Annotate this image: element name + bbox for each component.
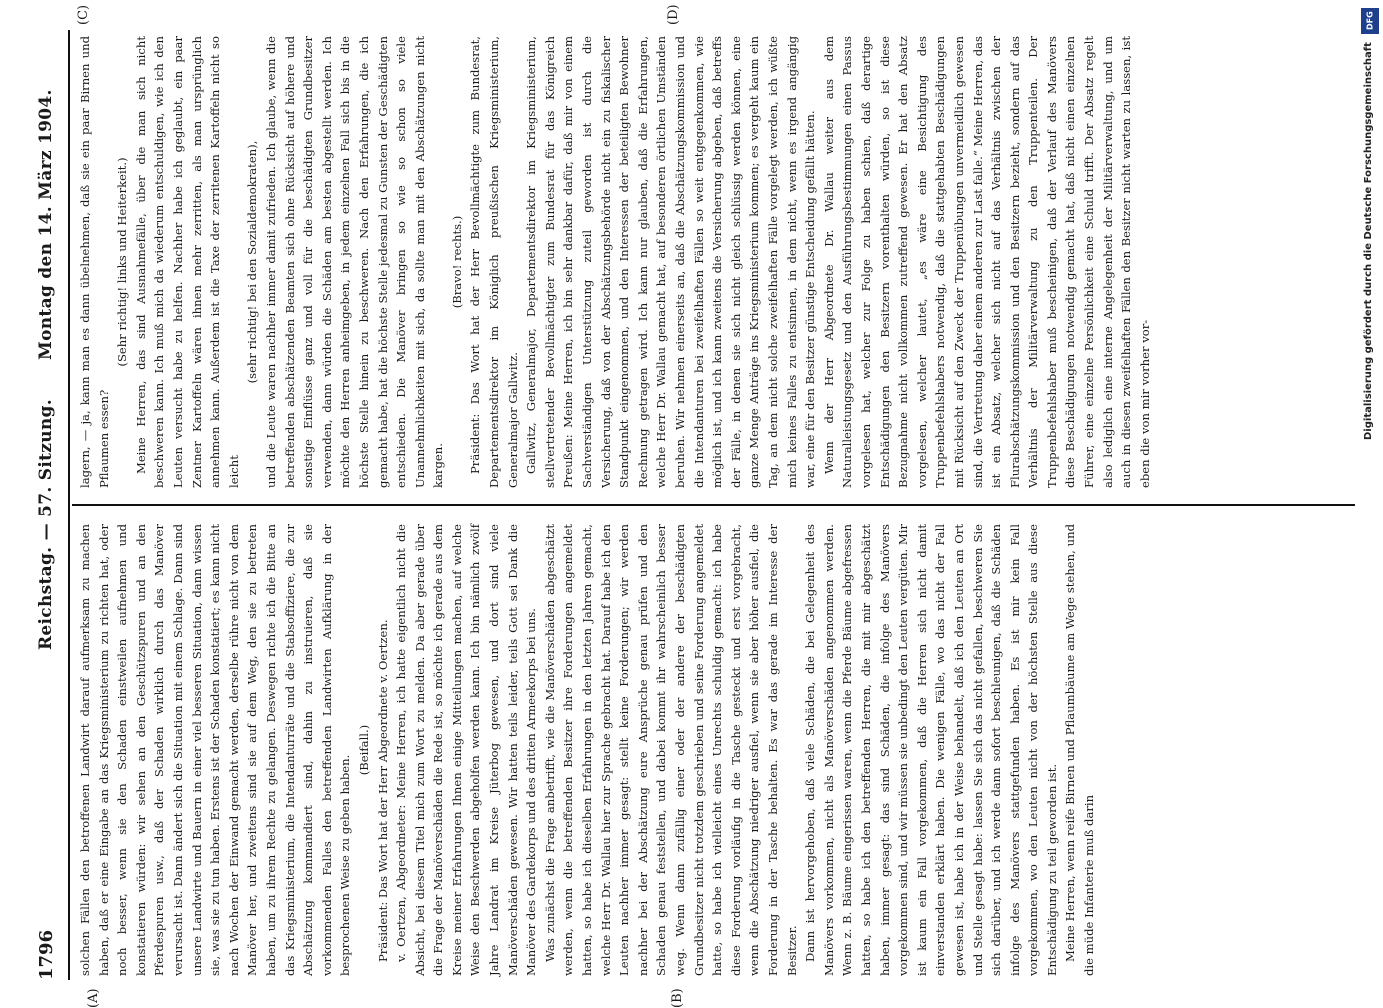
paragraph: solchen Fällen den betroffenen Landwirt darauf aufmerksam zu machen haben, daß er eine Eingabe an das Kriegsministerium zu richten hat, oder noch besser, wenn sie den Schaden einstweilen aufnehmen und konstatieren würden: wir sehen an den Geschützspuren und an den Pferdespuren usw., daß der Schaden wirklich durch das Manöver verursacht ist. Dann ändert sich die Situation mit einem Schlage. Dann sind unsere Landwirte und Bauern in einer viel besseren Situation, dann wissen sie, was sie zu tun haben. Erstens ist der Schaden konstatiert; es kann nicht nach Wochen der Einwand gemacht werden, derselbe rühre nicht von dem Manöver her, und zweitens sind sie auf dem Weg, den sie zu betreten haben, um zu ihrem Rechte zu gelangen. Deswegen richte ich die Bitte an das Kriegsministerium, die Intendanturräte und die Stabsoffiziere, die zur Abschätzung kommandiert sind, dahin zu instruieren, daß sie vorkommenden Falles den betreffenden Landwirten Aufklärung in der besprochenen Weise zu geben haben. bbox=[78, 524, 353, 976]
interjection: (sehr richtig! bei den Sozialdemokraten), bbox=[245, 140, 260, 384]
left-column bbox=[76, 524, 1099, 976]
interjection: (Beifall.) bbox=[356, 724, 371, 776]
paragraph: Dann ist hervorgehoben, daß viele Schäden, die bei Gelegenheit des Manövers vorkommen, nicht als Manöverschäden angenommen werden. Wenn z. B. Bäume eingerissen waren, wenn die Pferde Bäume abgefressen hatten, so habe ich den betreffenden Herren, die mit mir abgeschätzt haben, immer gesagt: das sind Schäden, die infolge des Manövers vorgekommen sind, und wir müssen sie unbedingt den Leuten vergüten. Mir ist kaum ein Fall vorgekommen, daß die Herren sich nicht damit einverstanden erklärt haben. Die wenigen Fälle, wo das nicht der Fall gewesen ist, habe ich in der Weise behandelt, daß ich den Leuten an Ort und Stelle gesagt habe: lassen Sie sich das nicht gefallen, beschweren Sie sich darüber, und ich werde dann sofort beschleunigen, daß die Schäden infolge des Manövers stattgefunden haben. Es ist mir kein Fall vorgekommen, wo den Leuten nicht von der höchsten Stelle aus diese Entschädigung zu teil geworden ist. bbox=[803, 524, 1059, 976]
margin-mark-a: (A) bbox=[86, 988, 101, 1008]
column-rule bbox=[72, 504, 1355, 506]
header-rule bbox=[68, 30, 70, 980]
speaker-paragraph: v. Oertzen, Abgeordneter: Meine Herren, ich hatte eigentlich nicht die Absicht, bei diesem Titel mich zum Wort zu melden. Da aber gerade über die Frage der Manöverschäden die Rede ist, so möchte ich gerade aus dem Kreise meiner Erfahrungen Ihnen einige Mitteilungen machen, auf welche Weise den Beschwerden abgeholfen werden kann. Ich bin nämlich zwölf Jahre Landrat im Kreise Jüterbog gewesen, und dort sind viele Manöverschäden gewesen. Wir hatten teils leider, teils Gott sei Dank die Manöver des Gardekorps und des dritten Armeekorps bei uns. bbox=[394, 524, 539, 976]
speaker-paragraph: Präsident: Das Wort hat der Herr Bevollmächtigte zum Bundesrat, Departementsdirektor im Königlich preußischen Kriegsministerium, Generalmajor Gallwitz. bbox=[468, 36, 520, 488]
margin-mark-b: (B) bbox=[670, 988, 685, 1008]
right-column bbox=[76, 36, 1154, 488]
margin-mark-c: (C) bbox=[76, 4, 91, 25]
session-title: Reichstag. — 57. Sitzung. bbox=[36, 399, 56, 650]
paragraph: Was zunächst die Frage anbetrifft, wie die Manöverschäden abgeschätzt werden, wenn die betreffenden Besitzer ihre Forderungen angemeldet hatten, so habe ich dieselben Erfahrungen in den letzten Jahren gemacht, welche Herr Dr. Wallau hier zur Sprache gebracht hat. Darauf habe ich den Leuten nachher immer gesagt: stellt keine Forderungen; wir werden nachher bei der Abschätzung eure Ansprüche genau prüfen und den Schaden genau feststellen, und dabei kommt ihr wahrscheinlich besser weg. Wenn dann zufällig einer oder der andere der beschädigten Grundbesitzer nicht trotzdem geschrieben und seine Forderung angemeldet hatte, so habe ich vielleicht eines Unrechts schuldig gemacht: ich habe diese Forderung vorläufig in die Tasche gesteckt und erst vorgebracht, wenn die Abschätzung niedriger ausfiel, wenn sie aber höher ausfiel, die Forderung in der Tasche behalten. Es war das gerade im Interesse der Besitzer. bbox=[542, 524, 799, 976]
paragraph: und die Leute waren nachher immer damit zufrieden. Ich glaube, wenn die betreffenden abschätzenden Beamten sich ohne Rücksicht auf höhere und sonstige Einflüsse ganz und voll für die beschädigten Grundbesitzer verwenden, dann würden die Schäden am besten abgestellt werden. Ich möchte den Herren anheimgeben, in jedem einzelnen Fall sich bis in die höchste Stelle hinein zu beschweren. Nach den Erfahrungen, die ich gemacht habe, hat die höchste Stelle jedesmal zu Gunsten der Geschädigten entschieden. Die Manöver bringen so wie so schon so viele Unannehmlichkeiten mit sich, da sollte man mit den Abschätzungen nicht kargen. bbox=[263, 36, 446, 488]
dfg-credit bbox=[1361, 8, 1379, 988]
paragraph: Meine Herren, wenn reife Birnen und Pflaumbäume am Wege stehen, und die müde Infanterie muß darin bbox=[1063, 524, 1097, 976]
session-date: Montag den 14. März 1904. bbox=[36, 89, 56, 360]
margin-mark-d: (D) bbox=[666, 4, 681, 25]
dfg-logo: DFG bbox=[1361, 8, 1379, 34]
paragraph: lagern, — ja, kann man es dann übelnehmen, daß sie ein paar Birnen und Pflaumen essen? bbox=[78, 36, 111, 488]
interjection: (Bravo! rechts.) bbox=[449, 215, 464, 309]
paragraph: Meine Herren, das sind Ausnahmefälle, über die man sich nicht beschweren kann. Ich muß mich da wiederum entschuldigen, wie ich den Leuten versucht habe zu helfen. Nachher habe ich geglaubt, ein paar Zentner Kartoffeln wären ihnen mehr zerritten, als man ursprünglich annehmen kann. Außerdem ist die Taxe der zerritenen Kartoffeln nicht so leicht bbox=[133, 36, 241, 488]
page-number: 1796 bbox=[36, 929, 57, 980]
paragraph: Wenn der Herr Abgeordnete Dr. Wallau weiter aus dem Naturalleistungsgesetz und den Ausführungsbestimmungen einen Passus vorgelesen hat, welcher zur Folge zu haben schien, daß derartige Entschädigungen den Besitzern vorenthalten würden, so ist diese Bezugnahme nicht vollkommen zutreffend gewesen. Er hat den Absatz vorgelesen, welcher lautet, „es wäre eine Besichtigung des Truppenbefehlshabers notwendig, daß die stattgehabten Beschädigungen mit Rücksicht auf den Zweck der Truppenübungen unvermeidlich gewesen sind, die Vertretung daher einem anderen zur Last falle.“ Meine Herren, das ist ein Absatz, welcher sich nicht auf das Verhältnis zwischen der Flurabschätzungskommission und den Besitzern bezieht, sondern auf das Verhältnis der Militärverwaltung zu den Truppenteilen. Der Truppenbefehlshaber muß bescheinigen, daß der Verlauf des Manövers diese Beschädigungen notwendig gemacht hat, daß nicht einen einzelnen Führer, eine einzelne Persönlichkeit eine Schuld trifft. Der Absatz regelt also lediglich eine interne Angelegenheit der Militärverwaltung, und um auch in diesen zweifelhaften Fällen den Besitzer nicht warten zu lassen, ist eben die von mir vorher vor- bbox=[821, 36, 1152, 488]
document-page bbox=[30, 4, 1360, 1008]
speaker-paragraph: Präsident: Das Wort hat der Herr Abgeordnete v. Oertzen. bbox=[375, 619, 390, 962]
speaker-paragraph: Gallwitz, Generalmajor, Departementsdirektor im Kriegsministerium, stellvertretender Bevollmächtigter zum Bundesrat für das Königreich Preußen: Meine Herren, ich bin sehr dankbar dafür, daß mir von einem Sachverständigen Unterstützung zuteil geworden ist durch die Versicherung, daß von der Abschätzungsbehörde nicht ein zu fiskalischer Standpunkt eingenommen, und den Interessen der beteiligten Bewohner Rechnung getragen wird. Ich kann nur glauben, daß die Erfahrungen, welche Herr Dr. Wallau gemacht hat, auf besonderen örtlichen Umständen beruhen. Wir nehmen einerseits an, daß die Abschätzungskommission und die Intendanturen bei zweifelhaften Fällen so weit entgegenkommen, wie möglich ist, und ich kann zweitens die Versicherung abgeben, daß betreffs der Fälle, in denen sie sich nicht gleich schlüssig werden können, eine ganze Menge Anträge ins Kriegsministerium kommen; es vergeht kaum ein Tag, an dem nicht solche zweifelhaften Fälle vorgelegt werden, ich wüßte mich keines Falles zu entsinnen, in dem nicht, wenn es irgend angängig war, eine für den Besitzer günstige Entscheidung gefällt hätten. bbox=[524, 36, 818, 488]
page-header bbox=[30, 30, 70, 980]
digitization-credit: Digitalisierung gefördert durch die Deutsche Forschungsgemeinschaft bbox=[1363, 42, 1374, 440]
interjection: (Sehr richtig! links und Heiterkeit.) bbox=[115, 157, 130, 367]
